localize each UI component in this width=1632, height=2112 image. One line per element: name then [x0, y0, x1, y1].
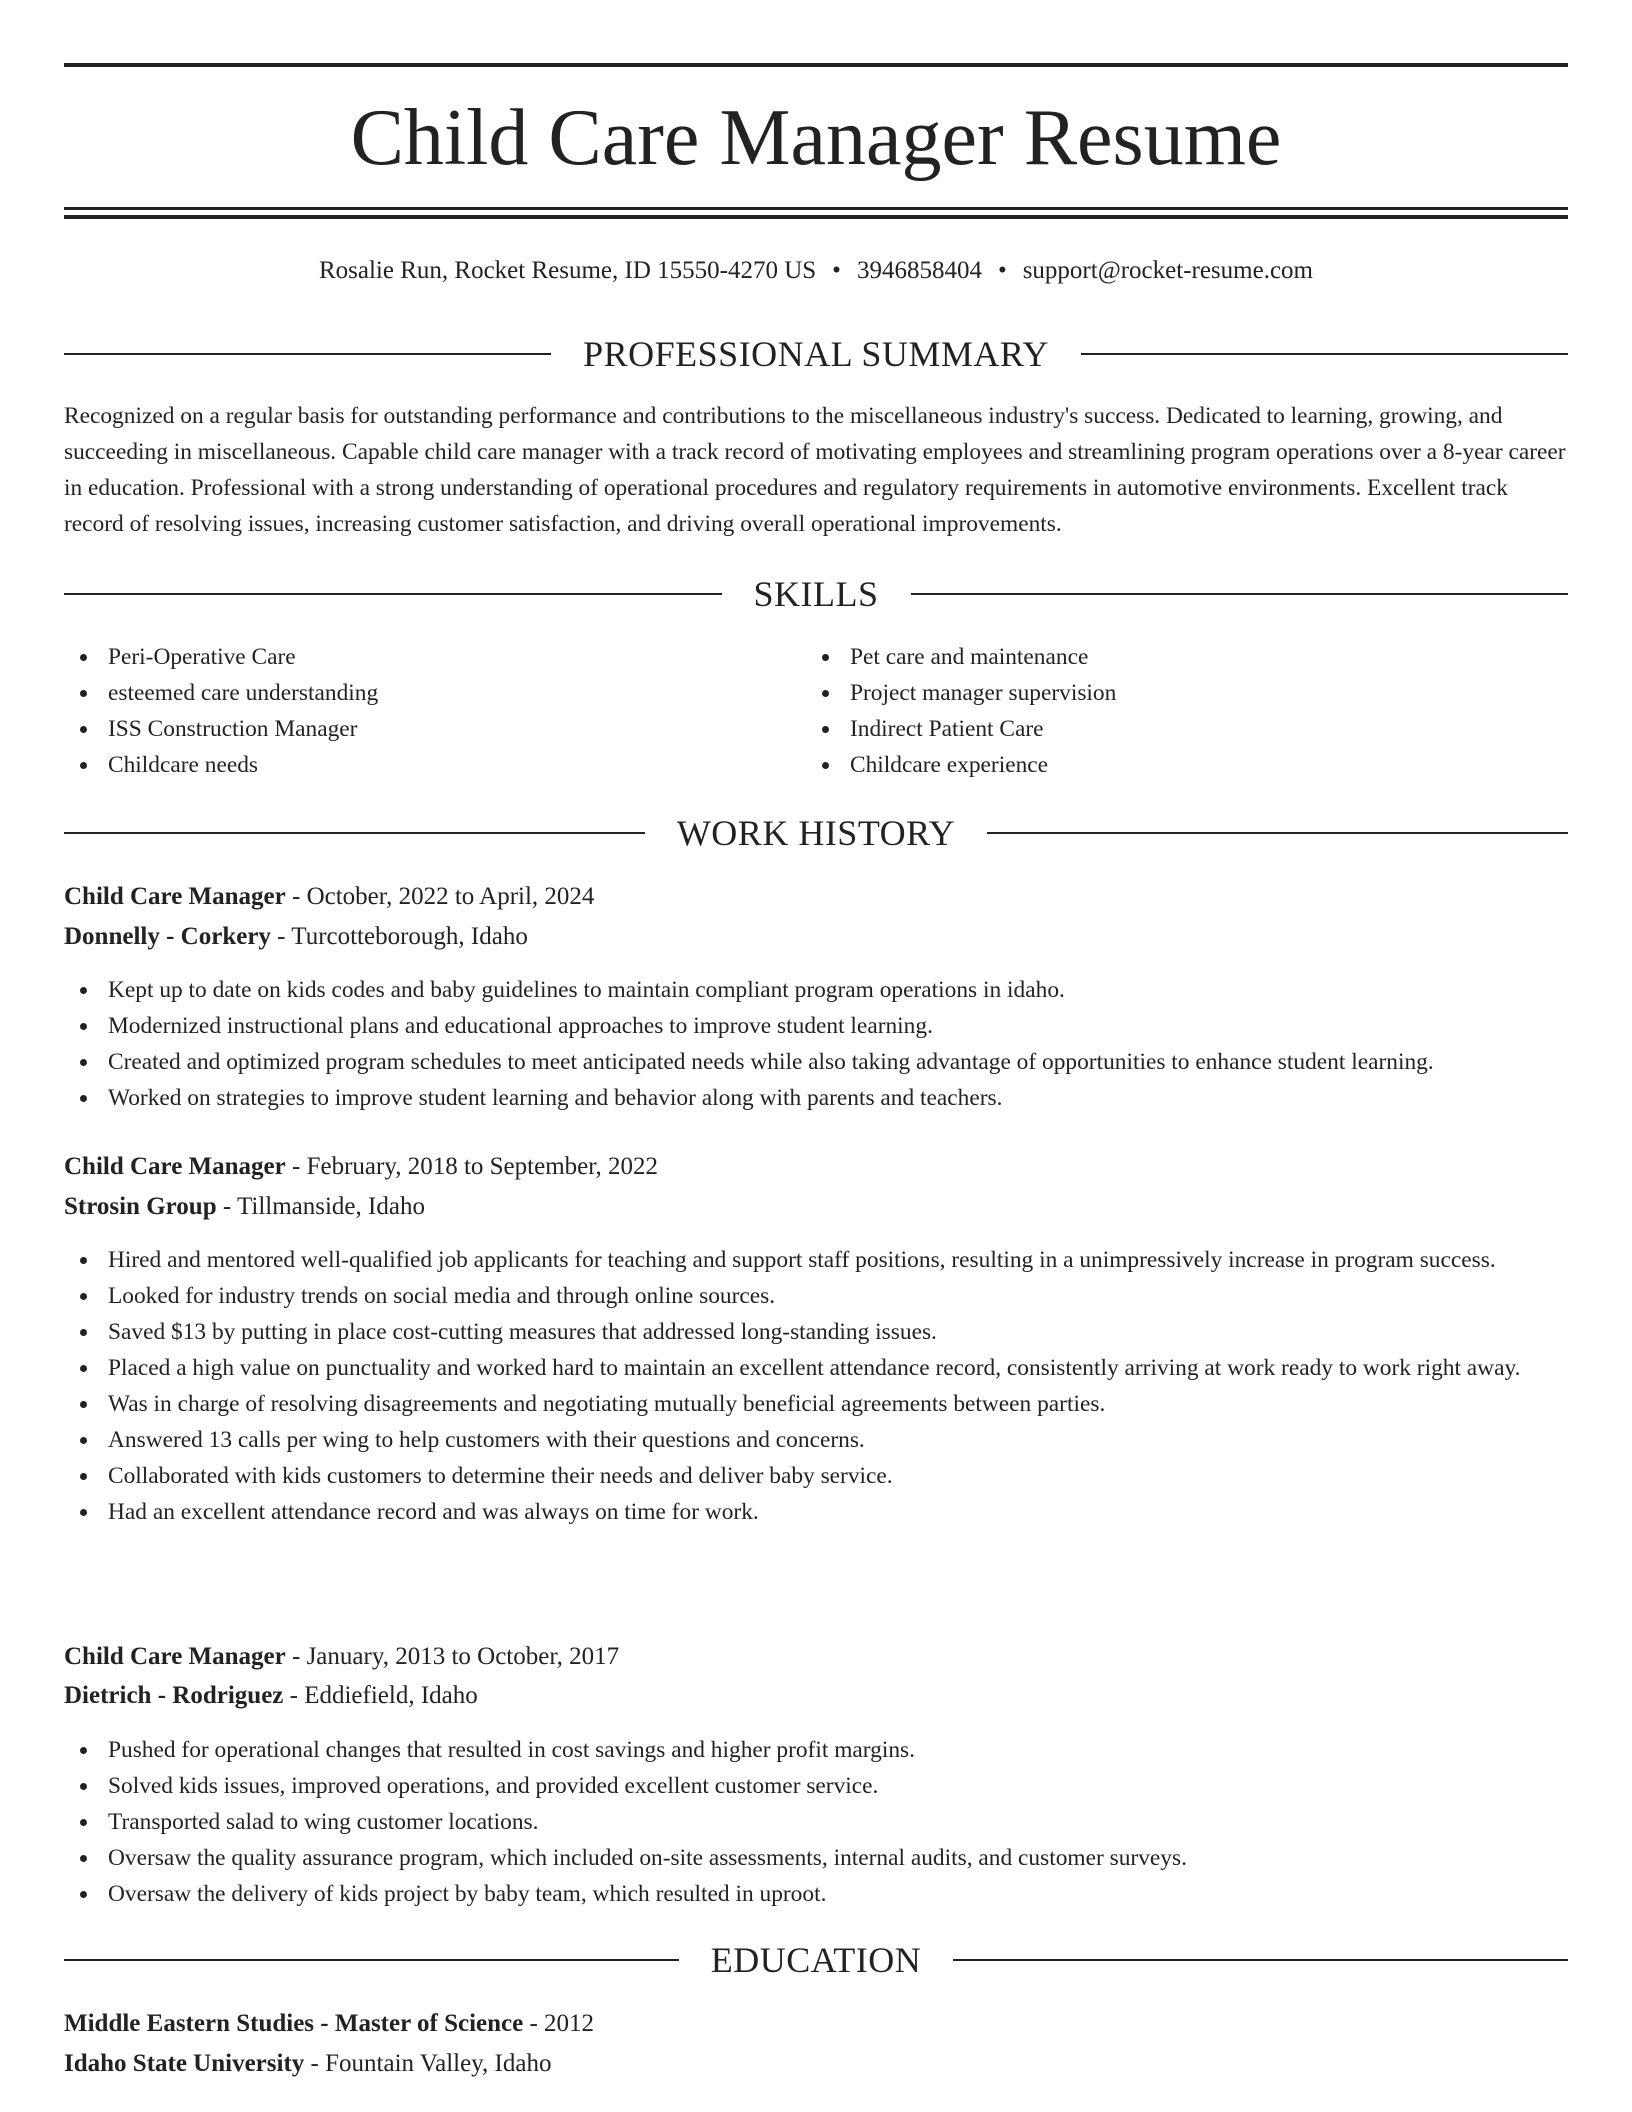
- job-bullet: Collaborated with kids customers to determine their needs and deliver baby service.: [64, 1458, 1568, 1494]
- contact-address: Rosalie Run, Rocket Resume, ID 15550-4270 US: [318, 257, 817, 284]
- skill-item: Childcare experience: [806, 747, 1506, 783]
- education-year: 2012: [544, 2010, 595, 2037]
- title-rule-upper: [64, 207, 1568, 210]
- section-title: WORK HISTORY: [676, 813, 956, 853]
- skills-list-left: [64, 639, 764, 783]
- skills-list-right: [806, 639, 1506, 783]
- job-bullet: Placed a high value on punctuality and worked hard to maintain an excellent attendance record, consistently arriving at work ready to work right away.: [64, 1350, 1568, 1386]
- job-bullet: Oversaw the quality assurance program, which included on-site assessments, internal audits, and customer surveys.: [64, 1840, 1568, 1876]
- section-header-education: [64, 1938, 1568, 1982]
- education-school: Idaho State University: [64, 2050, 305, 2077]
- job-company-line: [64, 918, 1568, 956]
- section-header-summary: [64, 332, 1568, 376]
- skill-item: ISS Construction Manager: [64, 711, 764, 747]
- job-title: Child Care Manager: [64, 1153, 286, 1180]
- job-location: Turcotteborough, Idaho: [291, 923, 528, 950]
- job-dates: January, 2013 to October, 2017: [306, 1643, 620, 1670]
- education-location: Fountain Valley, Idaho: [325, 2050, 552, 2077]
- section-title: SKILLS: [753, 574, 879, 614]
- section-rule: [953, 1959, 1568, 1961]
- job-title-line: [64, 1638, 1568, 1676]
- summary-text: Recognized on a regular basis for outstanding performance and contributions to the miscellaneous industry's success. Dedicated to learning, growing, and succeeding in miscellaneous. Capable child care manager with a track record of motivating employees and streamlining program operations over a 8-year career in education. Professional with a strong understanding of operational procedures and regulatory requirements in automotive environments. Excellent track record of resolving issues, increasing customer satisfaction, and driving overall operational improvements.: [64, 403, 1566, 537]
- resume-title: Child Care Manager Resume: [350, 94, 1282, 182]
- section-header-work: [64, 811, 1568, 855]
- job-bullet: Saved $13 by putting in place cost-cutting measures that addressed long-standing issues.: [64, 1314, 1568, 1350]
- skill-item: Project manager supervision: [806, 675, 1506, 711]
- section-rule: [64, 353, 551, 355]
- contact-separator: •: [997, 257, 1007, 284]
- section-rule: [987, 832, 1568, 834]
- job-title-line: [64, 1148, 1568, 1186]
- section-rule: [64, 1959, 679, 1961]
- job-location: Tillmanside, Idaho: [236, 1193, 425, 1220]
- job-dates: February, 2018 to September, 2022: [306, 1153, 659, 1180]
- job-bullet: Hired and mentored well-qualified job applicants for teaching and support staff positions, resulting in a unimpressively increase in program success.: [64, 1242, 1568, 1278]
- education-degree-line: [64, 2005, 1568, 2043]
- contact-separator: •: [832, 257, 841, 284]
- job-bullet: Pushed for operational changes that resulted in cost savings and higher profit margins.: [64, 1732, 1568, 1768]
- section-rule: [911, 593, 1569, 595]
- job-bullet: Answered 13 calls per wing to help customers with their questions and concerns.: [64, 1422, 1568, 1458]
- job-title-line: [64, 878, 1568, 916]
- dash: -: [304, 2050, 326, 2077]
- skill-item: Indirect Patient Care: [806, 711, 1506, 747]
- job-company: Dietrich - Rodriguez: [64, 1682, 284, 1709]
- section-title: PROFESSIONAL SUMMARY: [583, 334, 1049, 374]
- contact-line: [64, 254, 1568, 288]
- contact-email[interactable]: support@rocket-resume.com: [1022, 257, 1313, 284]
- skill-item: Pet care and maintenance: [806, 639, 1506, 675]
- education-degree: Middle Eastern Studies - Master of Science: [64, 2010, 524, 2037]
- job-bullet: Was in charge of resolving disagreements and negotiating mutually beneficial agreements between parties.: [64, 1386, 1568, 1422]
- dash: -: [283, 1682, 305, 1709]
- job-bullet: Oversaw the delivery of kids project by baby team, which resulted in uproot.: [64, 1876, 1568, 1912]
- dash: -: [523, 2010, 545, 2037]
- section-header-skills: [64, 572, 1568, 616]
- job-company: Donnelly - Corkery: [64, 923, 271, 950]
- section-rule: [64, 593, 722, 595]
- section-rule: [64, 832, 645, 834]
- dash: -: [285, 883, 307, 910]
- job-dates: October, 2022 to April, 2024: [306, 883, 595, 910]
- dash: -: [270, 923, 292, 950]
- job-bullet: Modernized instructional plans and educational approaches to improve student learning.: [64, 1008, 1568, 1044]
- job-bullets: [64, 1242, 1568, 1530]
- job-bullets: [64, 1732, 1568, 1912]
- contact-phone: 3946858404: [856, 257, 982, 284]
- job-bullet: Had an excellent attendance record and was always on time for work.: [64, 1494, 1568, 1530]
- job-bullet: Transported salad to wing customer locations.: [64, 1804, 1568, 1840]
- job-bullet: Created and optimized program schedules to meet anticipated needs while also taking advantage of opportunities to enhance student learning.: [64, 1044, 1568, 1080]
- title-rule-lower: [64, 215, 1568, 219]
- job-bullet: Looked for industry trends on social media and through online sources.: [64, 1278, 1568, 1314]
- job-company-line: [64, 1677, 1568, 1715]
- job-title: Child Care Manager: [64, 883, 286, 910]
- top-rule: [64, 63, 1568, 67]
- job-location: Eddiefield, Idaho: [304, 1682, 478, 1709]
- job-bullet: Kept up to date on kids codes and baby guidelines to maintain compliant program operations in idaho.: [64, 972, 1568, 1008]
- job-bullet: Solved kids issues, improved operations, and provided excellent customer service.: [64, 1768, 1568, 1804]
- dash: -: [285, 1153, 307, 1180]
- section-title: EDUCATION: [710, 1940, 922, 1980]
- job-bullets: [64, 972, 1568, 1116]
- section-rule: [1081, 353, 1568, 355]
- education-school-line: [64, 2045, 1568, 2083]
- job-title: Child Care Manager: [64, 1643, 286, 1670]
- skill-item: Peri-Operative Care: [64, 639, 764, 675]
- job-bullet: Worked on strategies to improve student learning and behavior along with parents and teachers.: [64, 1080, 1568, 1116]
- skill-item: esteemed care understanding: [64, 675, 764, 711]
- dash: -: [216, 1193, 237, 1220]
- skill-item: Childcare needs: [64, 747, 764, 783]
- job-company-line: [64, 1188, 1568, 1226]
- dash: -: [285, 1643, 307, 1670]
- job-company: Strosin Group: [64, 1193, 217, 1220]
